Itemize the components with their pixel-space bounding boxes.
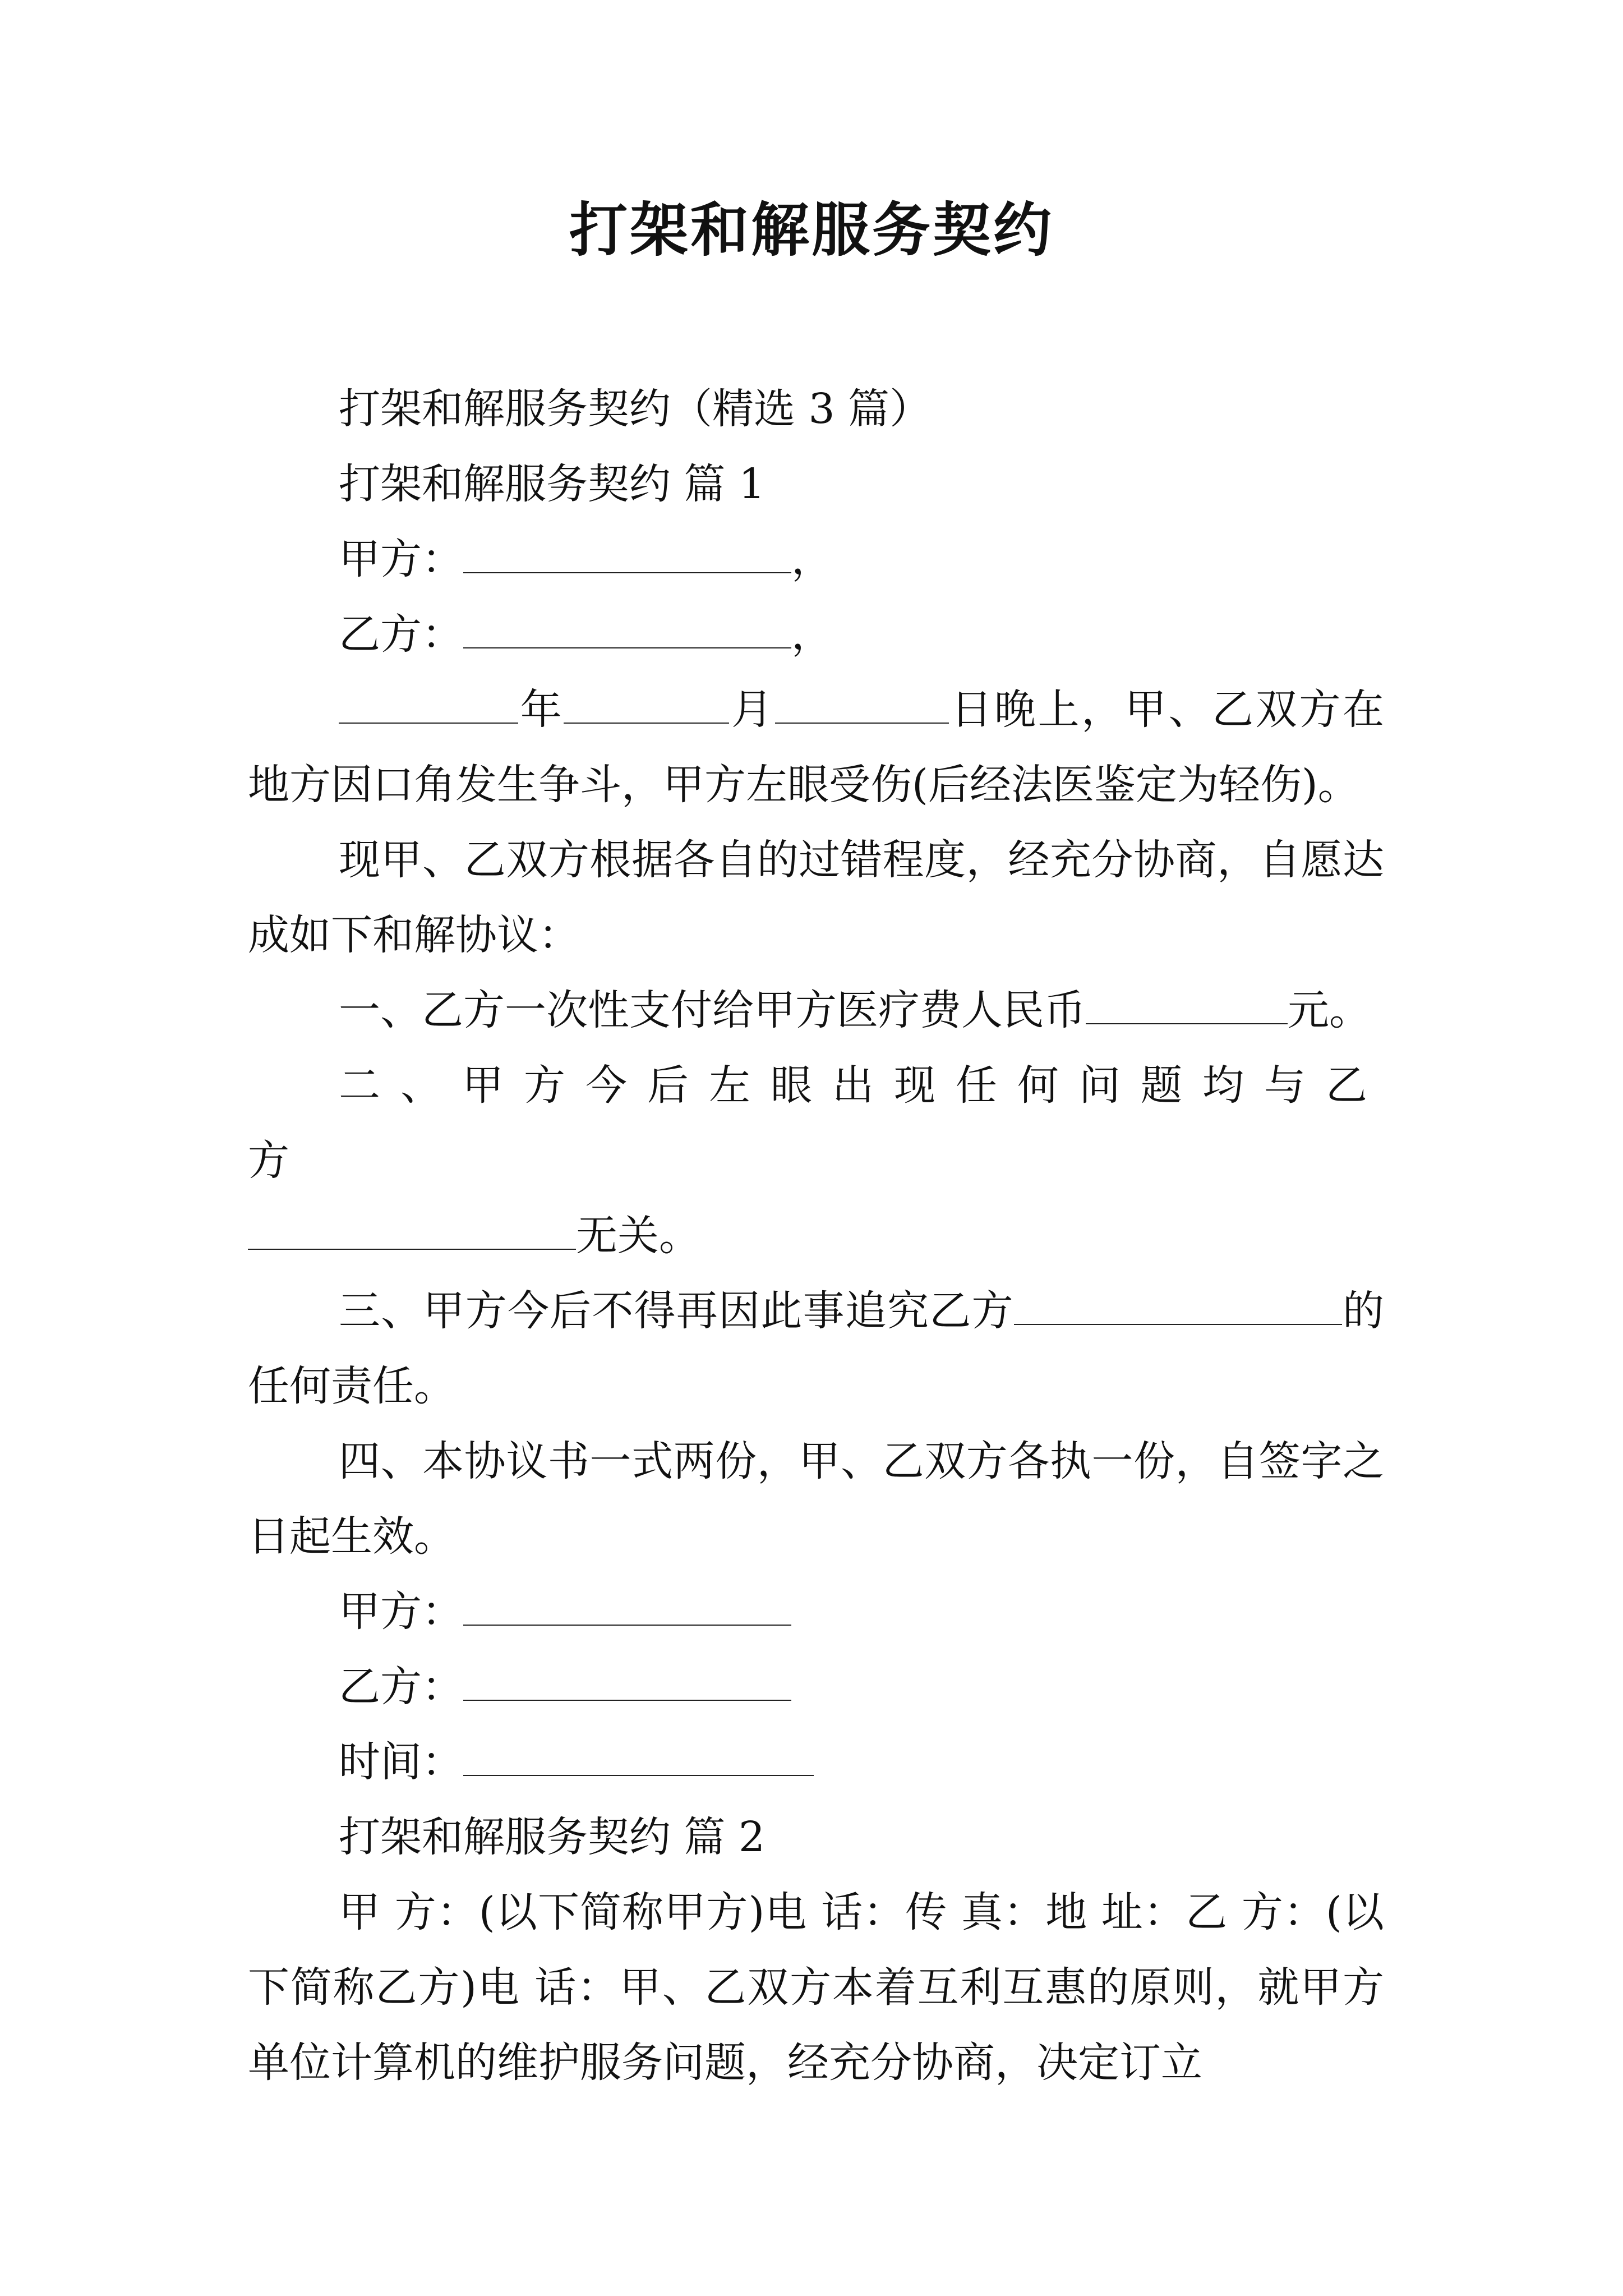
- clause-1-text: 一、乙方一次性支付给甲方医疗费人民币: [339, 986, 1086, 1034]
- party-a-line: [248, 522, 1384, 597]
- document-subtitle: 打架和解服务契约（精选 3 篇）: [339, 385, 932, 433]
- incident-paragraph: [248, 672, 1384, 822]
- sign-time-line: [248, 1724, 1384, 1800]
- clause-1: [248, 973, 1384, 1048]
- sign-party-a-label: 甲方：: [339, 1588, 463, 1636]
- party-b-comma: ，: [791, 610, 833, 659]
- sign-time-label: 时间：: [339, 1738, 463, 1786]
- month-blank: [564, 688, 729, 724]
- clause-3: [248, 1273, 1384, 1424]
- party-b-line: [248, 597, 1384, 672]
- sign-party-a-blank: [463, 1590, 791, 1626]
- sign-time-blank: [463, 1740, 814, 1776]
- sign-party-b-label: 乙方：: [339, 1663, 463, 1711]
- clause-1-amount-blank: [1086, 988, 1288, 1024]
- document-title: 打架和解服务契约: [569, 195, 1054, 264]
- document-body: [248, 371, 1384, 2100]
- section-2-paragraph: 甲 方：(以下简称甲方)电 话：传 真：地 址：乙 方：(以下简称乙方)电 话：甲、乙双方本着互利互惠的原则，就甲方单位计算机的维护服务问题，经充分协商，决定订立: [248, 1888, 1384, 2087]
- year-blank: [339, 688, 518, 724]
- year-label: 年: [518, 685, 564, 734]
- clause-1-suffix: 元。: [1288, 986, 1371, 1034]
- negotiation-paragraph: 现甲、乙双方根据各自的过错程度，经充分协商，自愿达成如下和解协议：: [248, 836, 1384, 959]
- clause-2-suffix: 无关。: [576, 1212, 700, 1260]
- section-2-heading: 打架和解服务契约 篇 2: [339, 1813, 766, 1861]
- party-a-comma: ，: [791, 535, 833, 583]
- clause-3-suffix: 的任何责任。: [248, 1287, 1385, 1410]
- incident-text: 日晚上，甲、乙双方在地方因口角发生争斗，甲方左眼受伤(后经法医鉴定为轻伤)。: [248, 685, 1385, 809]
- clause-2-text: 二、甲方今后左眼出现任何问题均与乙方: [248, 1061, 1384, 1185]
- party-a-blank: [463, 537, 791, 573]
- sign-party-b-blank: [463, 1665, 791, 1701]
- clause-4: 四、本协议书一式两份，甲、乙双方各执一份，自签字之日起生效。: [248, 1437, 1384, 1561]
- sign-party-a-line: [248, 1574, 1384, 1649]
- clause-2: [248, 1048, 1384, 1273]
- day-blank: [775, 688, 949, 724]
- sign-party-b-line: [248, 1649, 1384, 1724]
- party-b-blank: [463, 613, 791, 648]
- party-a-label: 甲方：: [339, 535, 463, 583]
- month-label: 月: [729, 685, 775, 734]
- clause-3-text: 三、甲方今后不得再因此事追究乙方: [339, 1287, 1014, 1335]
- clause-3-blank: [1014, 1289, 1342, 1325]
- clause-2-blank: [248, 1214, 576, 1250]
- party-b-label: 乙方：: [339, 610, 463, 659]
- section-1-heading: 打架和解服务契约 篇 1: [339, 460, 766, 508]
